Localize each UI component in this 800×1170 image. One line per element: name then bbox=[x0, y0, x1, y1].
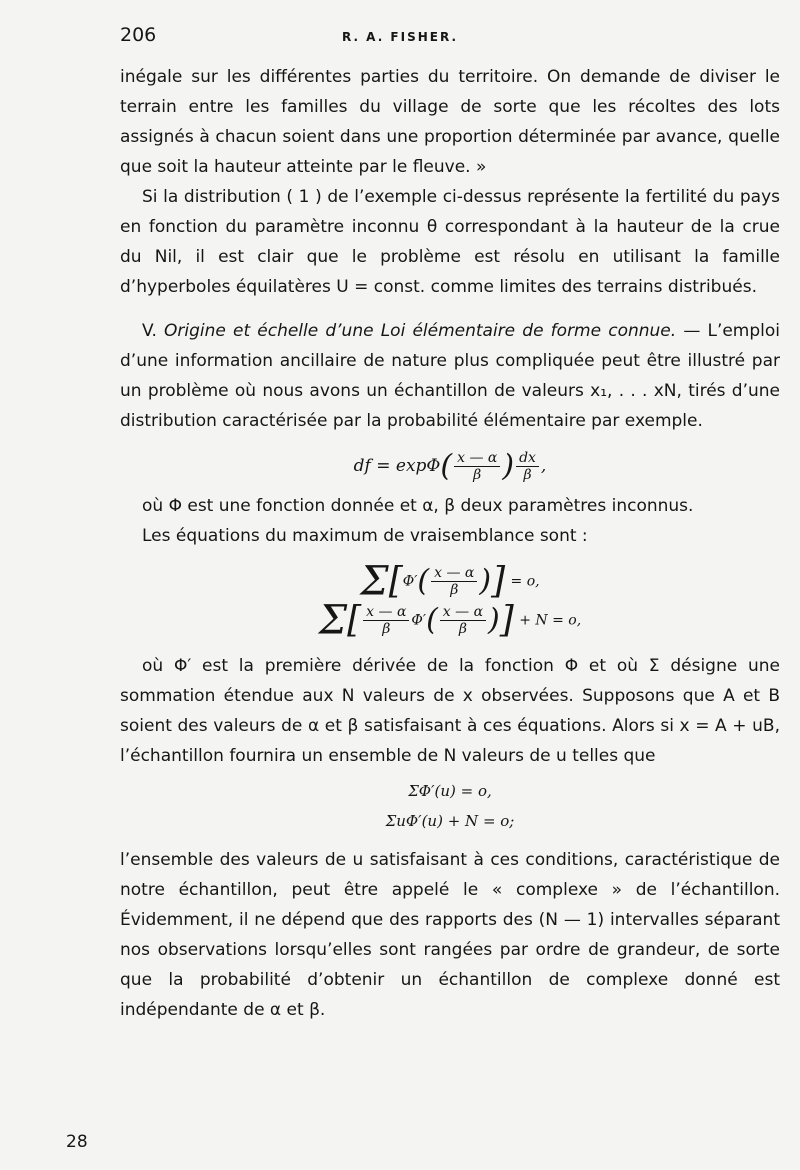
fraction-numerator: x — α bbox=[440, 604, 486, 621]
fraction-x-alpha-beta bbox=[431, 565, 477, 598]
body-text bbox=[120, 62, 780, 1025]
equation-rhs: = o, bbox=[510, 573, 540, 590]
phi-prime: Φ′ bbox=[402, 573, 418, 590]
section-title: Origine et échelle d’une Loi élémentaire de forme connue. bbox=[164, 321, 677, 341]
fraction-x-alpha-beta bbox=[363, 604, 409, 637]
equation-rhs: + N = o, bbox=[519, 612, 582, 629]
page-number: 206 bbox=[120, 24, 157, 46]
dx-denominator: β bbox=[523, 467, 532, 483]
fraction-denominator: β bbox=[473, 467, 482, 483]
bracket-open: [ bbox=[347, 599, 362, 641]
paren-open: ( bbox=[440, 448, 453, 484]
fraction-dx-beta bbox=[516, 450, 539, 483]
likelihood-equation-2 bbox=[120, 597, 780, 644]
fraction-denominator: β bbox=[450, 582, 459, 598]
paragraph-phi-definition: où Φ est une fonction donnée et α, β deux paramètres inconnus. bbox=[142, 496, 694, 516]
paren-open: ( bbox=[426, 602, 438, 638]
paragraph-continuation: inégale sur les différentes parties du territoire. On demande de diviser le terrain entre les familles du village de sorte que les récoltes des lots assignés à chacun soient dans une proportion déterminée par avance, quelle que soit la hauteur atteinte par le fleuve. » bbox=[120, 67, 780, 177]
sigma-symbol: Σ bbox=[360, 558, 389, 605]
section-number: V. bbox=[142, 321, 157, 341]
paragraph-section-v bbox=[120, 316, 780, 436]
paragraph-likelihood-intro: Les équations du maximum de vraisemblance sont : bbox=[142, 526, 588, 546]
paren-close: ) bbox=[479, 563, 492, 599]
paren-close: ) bbox=[488, 602, 500, 638]
paragraph-nile-example: Si la distribution ( 1 ) de l’exemple ci-dessus représente la fertilité du pays en fonction du paramètre inconnu θ correspondant à la hauteur de la crue du Nil, il est clair que le problème est résolu en utilisant la famille d’hyperboles équilatères U = const. comme limites des terrains distribués. bbox=[120, 187, 780, 297]
paren-close: ) bbox=[502, 448, 515, 484]
fraction-numerator: x — α bbox=[363, 604, 409, 621]
likelihood-equation-1 bbox=[120, 558, 780, 605]
fraction-x-alpha-beta bbox=[454, 450, 500, 483]
bracket-close: ] bbox=[491, 560, 506, 602]
paren-open: ( bbox=[417, 563, 430, 599]
dx-numerator: dx bbox=[516, 450, 539, 467]
fraction-denominator: β bbox=[382, 621, 391, 637]
running-head: R. A. FISHER. bbox=[341, 30, 458, 44]
density-lhs: df = expΦ bbox=[353, 456, 441, 476]
section-intro-text: — L’emploi d’une information ancillaire de nature plus compliquée peut être illustré par un problème où nous avons un échantillon de valeurs x₁, . . . xN, tirés d’une distribution caractérisée par la probabilité élémentaire par exemple. bbox=[120, 321, 781, 431]
density-end: , bbox=[540, 456, 547, 476]
bracket-close: ] bbox=[499, 599, 514, 641]
condition-equation-1: ΣΦ′(u) = o, bbox=[408, 782, 492, 800]
density-formula bbox=[120, 450, 780, 483]
bracket-open: [ bbox=[388, 560, 403, 602]
fraction-numerator: x — α bbox=[454, 450, 500, 467]
sigma-symbol: Σ bbox=[318, 597, 348, 644]
fraction-numerator: x — α bbox=[431, 565, 477, 582]
condition-equation-2: ΣuΦ′(u) + N = o; bbox=[385, 812, 515, 830]
paragraph-complexe: l’ensemble des valeurs de u satisfaisant à ces conditions, caractéristique de notre échantillon, peut être appelé le « complexe » de l’échantillon. Évidemment, il ne dépend que des rapports des (N — 1) intervalles séparant nos observations lorsqu’elles sont rangées par ordre de grandeur, de sorte que la probabilité d’obtenir un échantillon de complexe donné est indépendante de α et β. bbox=[120, 850, 780, 1020]
fraction-x-alpha-beta bbox=[440, 604, 486, 637]
fraction-denominator: β bbox=[458, 621, 467, 637]
margin-number: 28 bbox=[66, 1132, 88, 1152]
paragraph-sommation: où Φ′ est la première dérivée de la fonction Φ et où Σ désigne une sommation étendue aux N valeurs de x observées. Supposons que A et B soient des valeurs de α et β satisfaisant à ces équations. Alors si x = A + uB, l’échantillon fournira un ensemble de N valeurs de u telles que bbox=[120, 656, 780, 766]
phi-prime: Φ′ bbox=[411, 612, 427, 629]
